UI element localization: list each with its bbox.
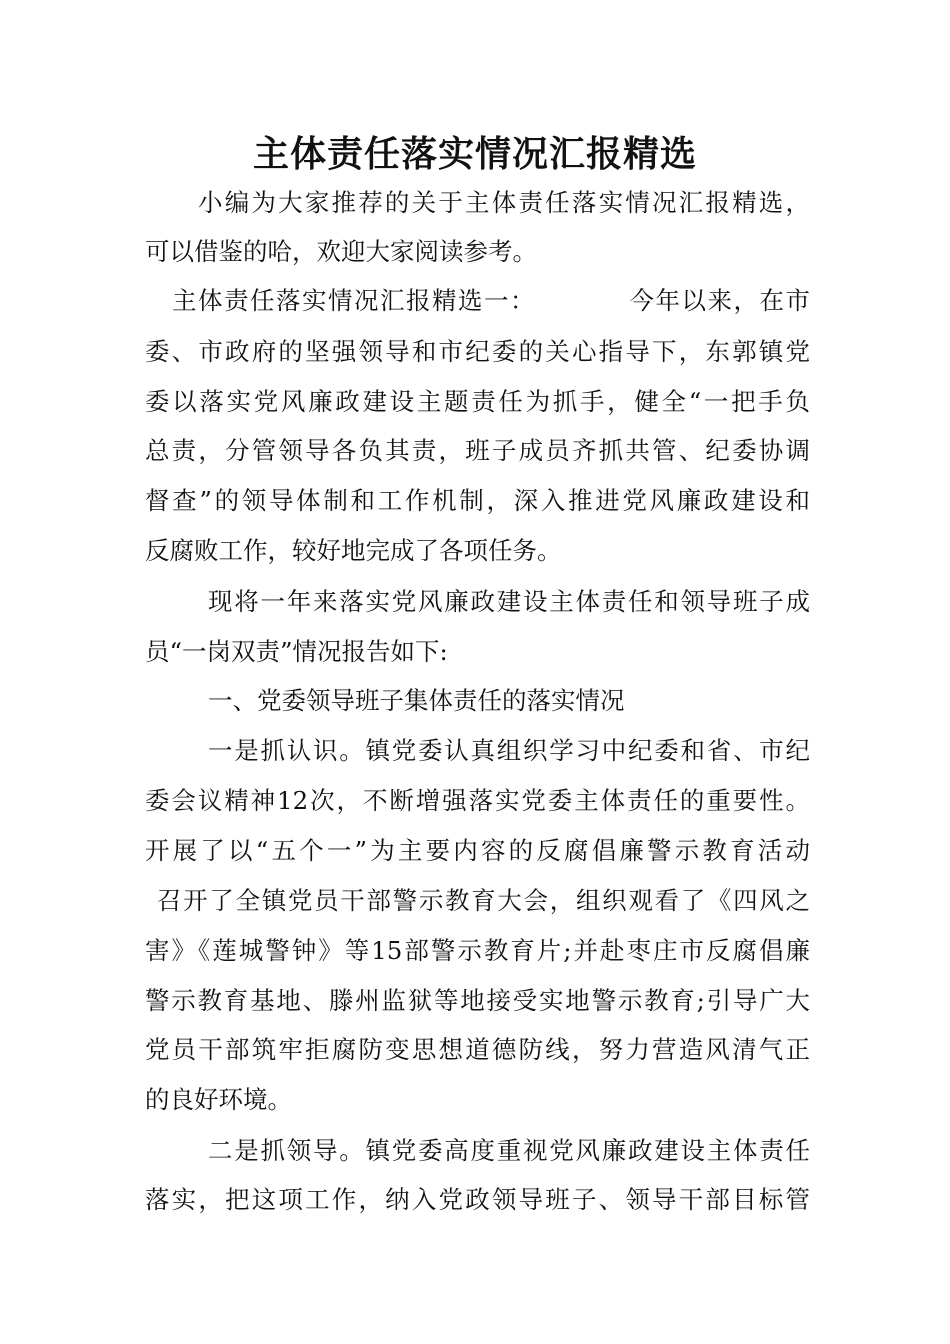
paragraph-line: 可以借鉴的哈，欢迎大家阅读参考。 <box>145 237 537 266</box>
paragraph-line: 二是抓领导。镇党委高度重视党风廉政建设主体责任 <box>208 1136 810 1165</box>
paragraph-line: 一是抓认识。镇党委认真组织学习中纪委和省、市纪 <box>208 736 810 765</box>
paragraph-line: 总责，分管领导各负其责，班子成员齐抓共管、纪委协调 <box>145 436 810 465</box>
paragraph-line: 落实，把这项工作，纳入党政领导班子、领导干部目标管 <box>145 1185 810 1214</box>
paragraph-text: 今年以来，在市 <box>628 286 810 315</box>
paragraph-line: 党员干部筑牢拒腐防变思想道德防线，努力营造风清气正 <box>145 1035 810 1064</box>
paragraph-line: 反腐败工作，较好地完成了各项任务。 <box>145 536 562 565</box>
paragraph-line: 委、市政府的坚强领导和市纪委的关心指导下，东郭镇党 <box>145 337 810 366</box>
document-title: 主体责任落实情况汇报精选 <box>252 133 697 175</box>
section-heading: 一、党委领导班子集体责任的落实情况 <box>208 686 625 715</box>
section-heading: 主体责任落实情况汇报精选一： <box>172 286 536 315</box>
paragraph-line: 的良好环境。 <box>145 1085 292 1114</box>
paragraph-line: 小编为大家推荐的关于主体责任落实情况汇报精选， <box>198 188 810 217</box>
paragraph-line: 开展了以“五个一”为主要内容的反腐倡廉警示教育活动 <box>145 836 810 865</box>
paragraph-line <box>172 284 810 318</box>
paragraph-line: 督查”的领导体制和工作机制，深入推进党风廉政建设和 <box>145 486 810 515</box>
paragraph-line: 员“一岗双责”情况报告如下: <box>145 637 448 666</box>
paragraph-line: 委以落实党风廉政建设主题责任为抓手，健全“一把手负 <box>145 387 810 416</box>
paragraph-line: 召开了全镇党员干部警示教育大会，组织观看了《四风之 <box>157 886 810 915</box>
paragraph-line: 委会议精神12次，不断增强落实党委主体责任的重要性。 <box>145 786 810 815</box>
paragraph-line: 现将一年来落实党风廉政建设主体责任和领导班子成 <box>208 587 810 616</box>
paragraph-line: 警示教育基地、滕州监狱等地接受实地警示教育;引导广大 <box>145 986 810 1015</box>
paragraph-line: 害》《莲城警钟》等15部警示教育片;并赴枣庄市反腐倡廉 <box>145 936 810 965</box>
